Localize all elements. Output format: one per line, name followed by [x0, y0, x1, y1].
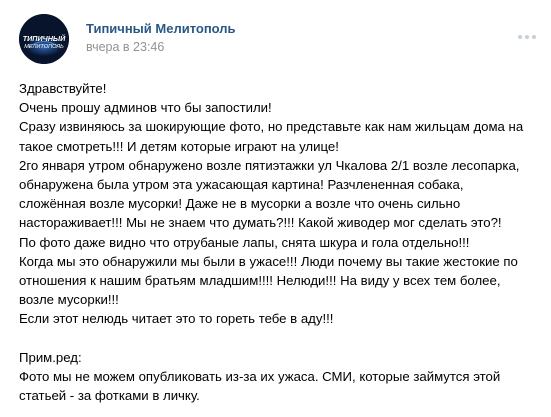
post-text-line: статьей - за фотками в личку. — [19, 388, 200, 403]
post-text-line: По фото даже видно что отрубаные лапы, снята шкура и гола отдельно!!! — [19, 234, 470, 250]
post-more-button[interactable] — [515, 28, 539, 36]
svg-text:МЕЛИТОПОЛЬ: МЕЛИТОПОЛЬ — [24, 44, 64, 50]
community-logo-icon — [19, 14, 69, 64]
ellipsis-icon — [515, 33, 539, 41]
post-text-line: Если этот нелюдь читает это то гореть тебе в аду!!! — [19, 311, 334, 327]
post-text-line: возле мусорки!!! — [19, 292, 119, 308]
post-timestamp[interactable]: вчера в 23:46 — [86, 40, 165, 54]
community-avatar[interactable] — [19, 14, 69, 64]
svg-text:ТИПИЧНЫЙ: ТИПИЧНЫЙ — [22, 34, 66, 43]
author-name-link[interactable]: Типичный Мелитополь — [86, 21, 236, 36]
post-text-line: Фото мы не можем опубликовать из-за их ужаса. СМИ, которые займутся этой — [19, 368, 501, 384]
post-text-line: обнаружена была утром эта ужасающая картина! Разчлененная собака, — [19, 176, 464, 192]
post-text-line: сложённая возле мусорки! Даже не в мусорки а возле что очень сильно — [19, 196, 461, 212]
post-text-line: Прим.ред: — [19, 349, 82, 365]
post-text-line: Когда мы это обнаружили мы были в ужасе!!! Люди почему вы такие жестокие по — [19, 253, 518, 269]
post-text-line: Сразу извиняюсь за шокирующие фото, но представьте как нам жильцам дома на — [19, 119, 524, 135]
post-text-line — [19, 328, 539, 347]
post-text-line: настораживает!!! Мы не знаем что думать?!!! Какой живодер мог сделать это?! — [19, 215, 502, 231]
post-text-line: Здравствуйте! — [19, 81, 107, 96]
post-header — [19, 14, 539, 64]
post-text — [19, 79, 539, 405]
post-text-line: такое смотреть!!! И детям которые играют на улице! — [19, 138, 339, 154]
post-text-line: Очень прошу админов что бы запостили! — [19, 100, 272, 116]
post-text-line: 2го января утром обнаружено возле пятиэтажки ул Чкалова 2/1 возле лесопарка, — [19, 157, 520, 173]
post-text-line: отношения к нашим братьям младшим!!!! Нелюди!!! На виду у всех тем более, — [19, 272, 501, 288]
